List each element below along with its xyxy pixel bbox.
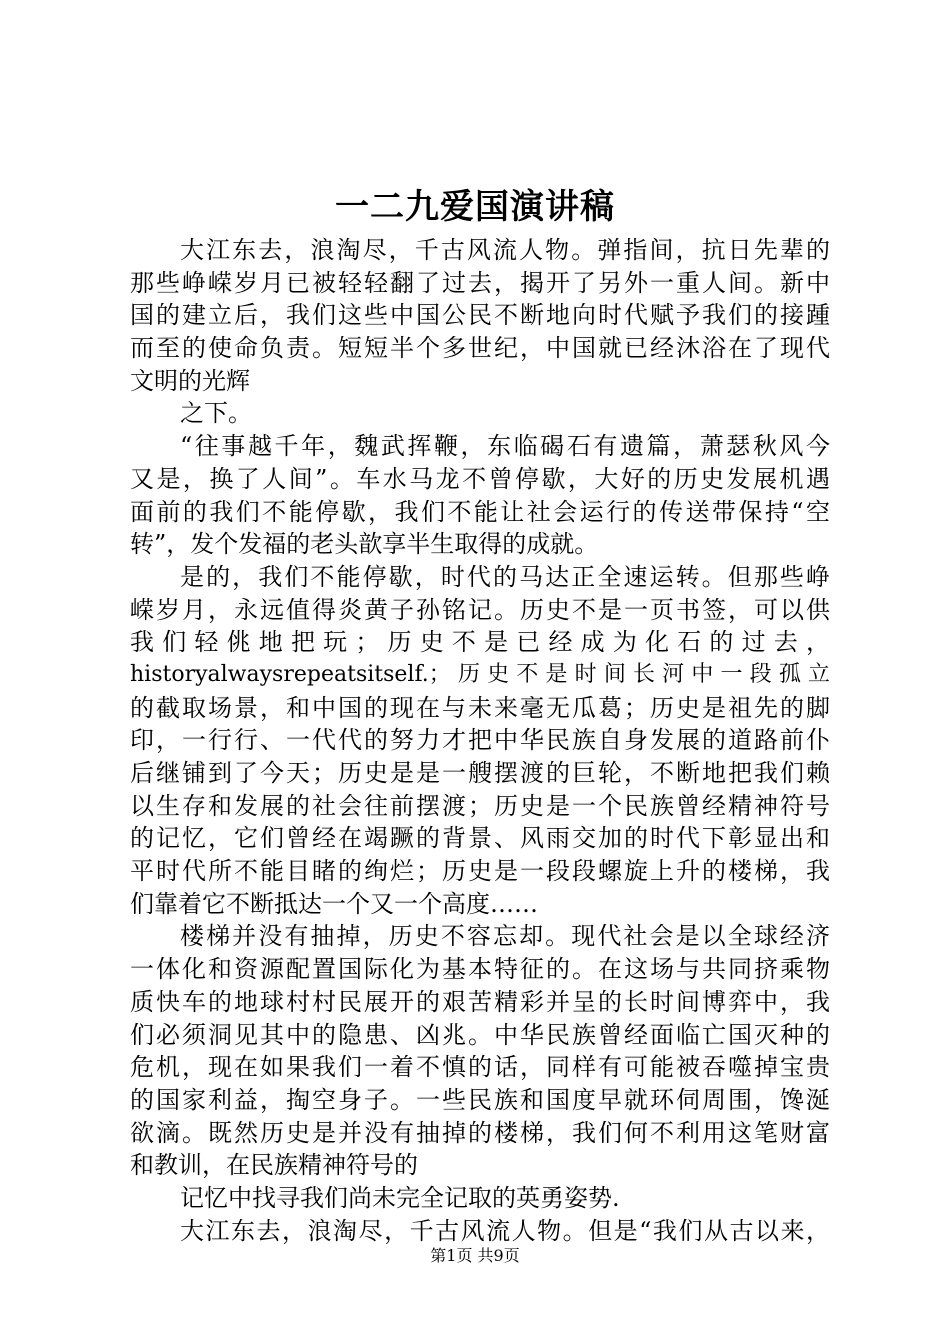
text-line: 的截取场景，和中国的现在与未来毫无瓜葛；历史是祖先的脚	[130, 693, 830, 722]
text-line: 楼梯并没有抽掉，历史不容忘却。现代社会是以全球经济	[180, 922, 830, 951]
text-line: 大江东去，浪淘尽，千古风流人物。但是“我们从古以来，	[180, 1216, 830, 1245]
text-line: 又是，换了人间”。车水马龙不曾停歇，大好的历史发展机遇	[130, 464, 830, 493]
text-line: 文明的光辉	[130, 366, 250, 395]
text-line: 是的，我们不能停歇，时代的马达正全速运转。但那些峥	[180, 562, 830, 591]
text-line: 转”，发个发福的老头歆享半生取得的成就。	[130, 530, 599, 559]
text-line: 的记忆，它们曾经在竭蹶的背景、风雨交加的时代下彰显出和	[130, 824, 830, 853]
text-line: 以生存和发展的社会往前摆渡；历史是一个民族曾经精神符号	[130, 791, 830, 820]
text-line: 记忆中找寻我们尚未完全记取的英勇姿势.	[180, 1183, 620, 1212]
document-title: 一二九爱国演讲稿	[335, 187, 615, 227]
text-line: 们靠着它不断抵达一个又一个高度……	[130, 889, 538, 918]
text-line: 我们轻佻地把玩；历史不是已经成为化石的过去，	[130, 628, 830, 657]
text-line: 欲滴。既然历史是并没有抽掉的楼梯，我们何不利用这笔财富	[130, 1118, 830, 1147]
text-line: 平时代所不能目睹的绚烂；历史是一段段螺旋上升的楼梯，我	[130, 857, 830, 886]
text-line: 之下。	[180, 399, 252, 428]
text-line: 面前的我们不能停歇，我们不能让社会运行的传送带保持“空	[130, 497, 830, 526]
text-line: “往事越千年，魏武挥鞭，东临碣石有遗篇，萧瑟秋风今	[180, 432, 830, 461]
page-footer: 第1页 共9页	[430, 1246, 520, 1265]
text-line: 和教训，在民族精神符号的	[130, 1151, 418, 1180]
text-line: 的国家利益，掏空身子。一些民族和国度早就环伺周围，馋涎	[130, 1085, 830, 1114]
text-line: 一体化和资源配置国际化为基本特征的。在这场与共同挤乘物	[130, 955, 830, 984]
text-line: 印，一行行、一代代的努力才把中华民族自身发展的道路前仆	[130, 726, 830, 755]
document-body	[130, 234, 830, 1247]
text-line: 质快车的地球村村民展开的艰苦精彩并呈的长时间博弈中，我	[130, 987, 830, 1016]
text-line: 那些峥嵘岁月已被轻轻翻了过去，揭开了另外一重人间。新中	[130, 268, 830, 297]
text-line: 大江东去，浪淘尽，千古风流人物。弹指间，抗日先辈的	[180, 236, 830, 264]
text-line: 嵘岁月，永远值得炎黄子孙铭记。历史不是一页书签，可以供	[130, 595, 830, 624]
text-line: 后继铺到了今天；历史是是一艘摆渡的巨轮，不断地把我们赖	[130, 759, 830, 787]
text-line: 危机，现在如果我们一着不慎的话，同样有可能被吞噬掉宝贵	[130, 1053, 830, 1082]
text-line: historyalwaysrepeatsitself.；历史不是时间长河中一段孤立	[130, 661, 830, 687]
text-line: 国的建立后，我们这些中国公民不断地向时代赋予我们的接踵	[130, 301, 830, 330]
text-line: 们必须洞见其中的隐患、凶兆。中华民族曾经面临亡国灭种的	[130, 1020, 830, 1049]
text-line: 而至的使命负责。短短半个多世纪，中国就已经沐浴在了现代	[130, 334, 830, 363]
